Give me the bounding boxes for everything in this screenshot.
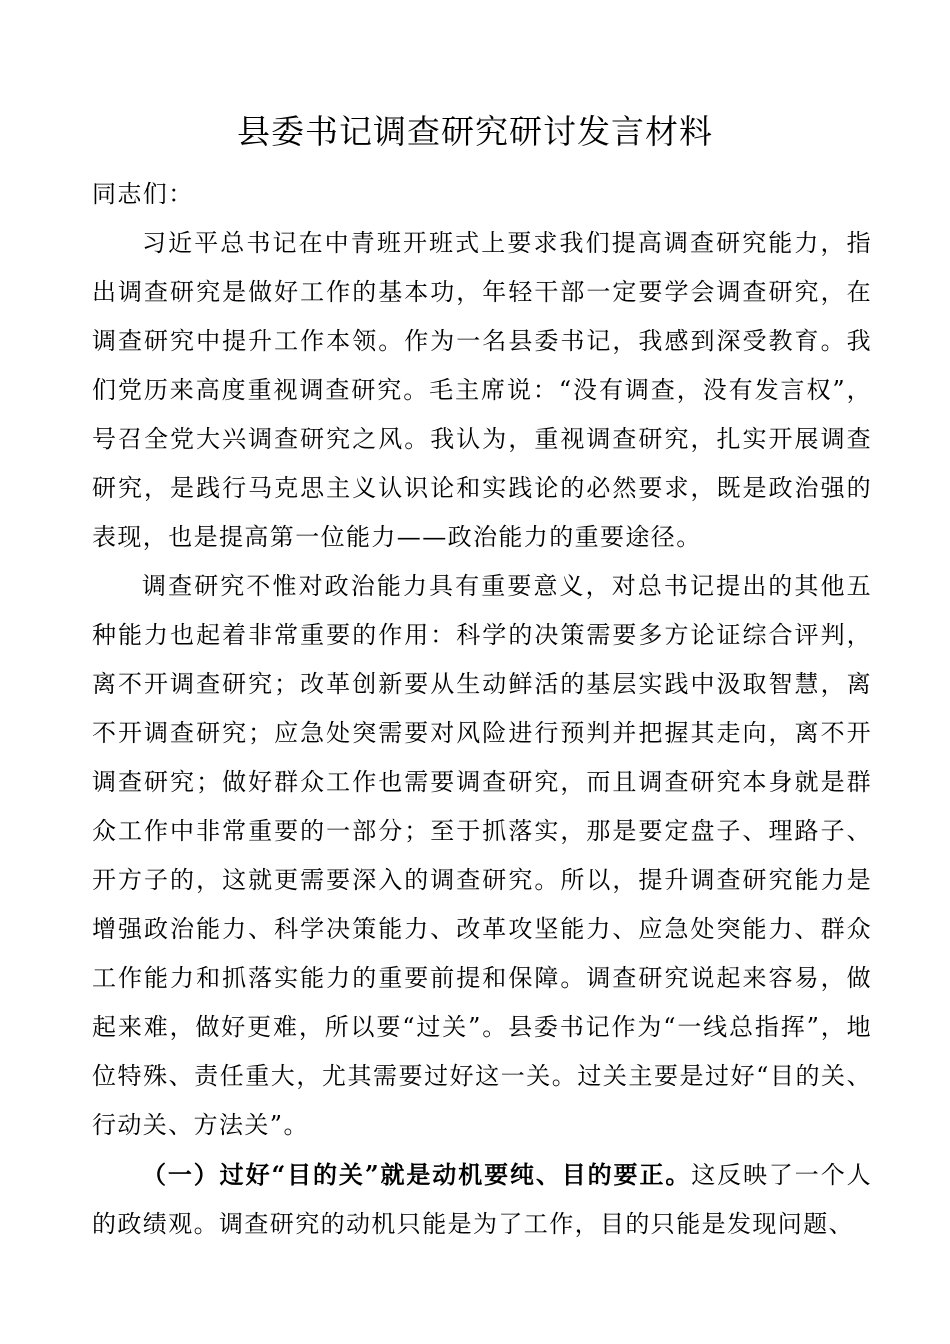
section-1-text: 这反映了一个人的政绩观。调查研究的动机只能是为了工作，目的只能是发现问题、 <box>92 1161 872 1238</box>
section-1-heading: （一）过好“目的关”就是动机要纯、目的要正。 <box>142 1160 692 1189</box>
paragraph-1: 习近平总书记在中青班开班式上要求我们提高调查研究能力，指出调查研究是做好工作的基本功，年轻干部一定要学会调查研究，在调查研究中提升工作本领。作为一名县委书记，我感到深受教育。我们党历来高度重视调查研究。毛主席说：“没有调查，没有发言权”，号召全党大兴调查研究之风。我认为，重视调查研究，扎实开展调查研究，是践行马克思主义认识论和实践论的必然要求，既是政治强的表现，也是提高第一位能力——政治能力的重要途径。 <box>92 229 872 551</box>
section-1-paragraph <box>92 1150 872 1249</box>
paragraph-2: 调查研究不惟对政治能力具有重要意义，对总书记提出的其他五种能力也起着非常重要的作用：科学的决策需要多方论证综合评判，离不开调查研究；改革创新要从生动鲜活的基层实践中汲取智慧，离不开调查研究；应急处突需要对风险进行预判并把握其走向，离不开调查研究；做好群众工作也需要调查研究，而且调查研究本身就是群众工作中非常重要的一部分；至于抓落实，那是要定盘子、理路子、开方子的，这就更需要深入的调查研究。所以，提升调查研究能力是增强政治能力、科学决策能力、改革攻坚能力、应急处突能力、群众工作能力和抓落实能力的重要前提和保障。调查研究说起来容易，做起来难，做好更难，所以要“过关”。县委书记作为“一线总指挥”，地位特殊、责任重大，尤其需要过好这一关。过关主要是过好“目的关、行动关、方法关”。 <box>92 572 872 1139</box>
document-body <box>92 170 872 1249</box>
document-title: 县委书记调查研究研讨发言材料 <box>237 112 713 151</box>
salutation: 同志们： <box>92 180 194 208</box>
